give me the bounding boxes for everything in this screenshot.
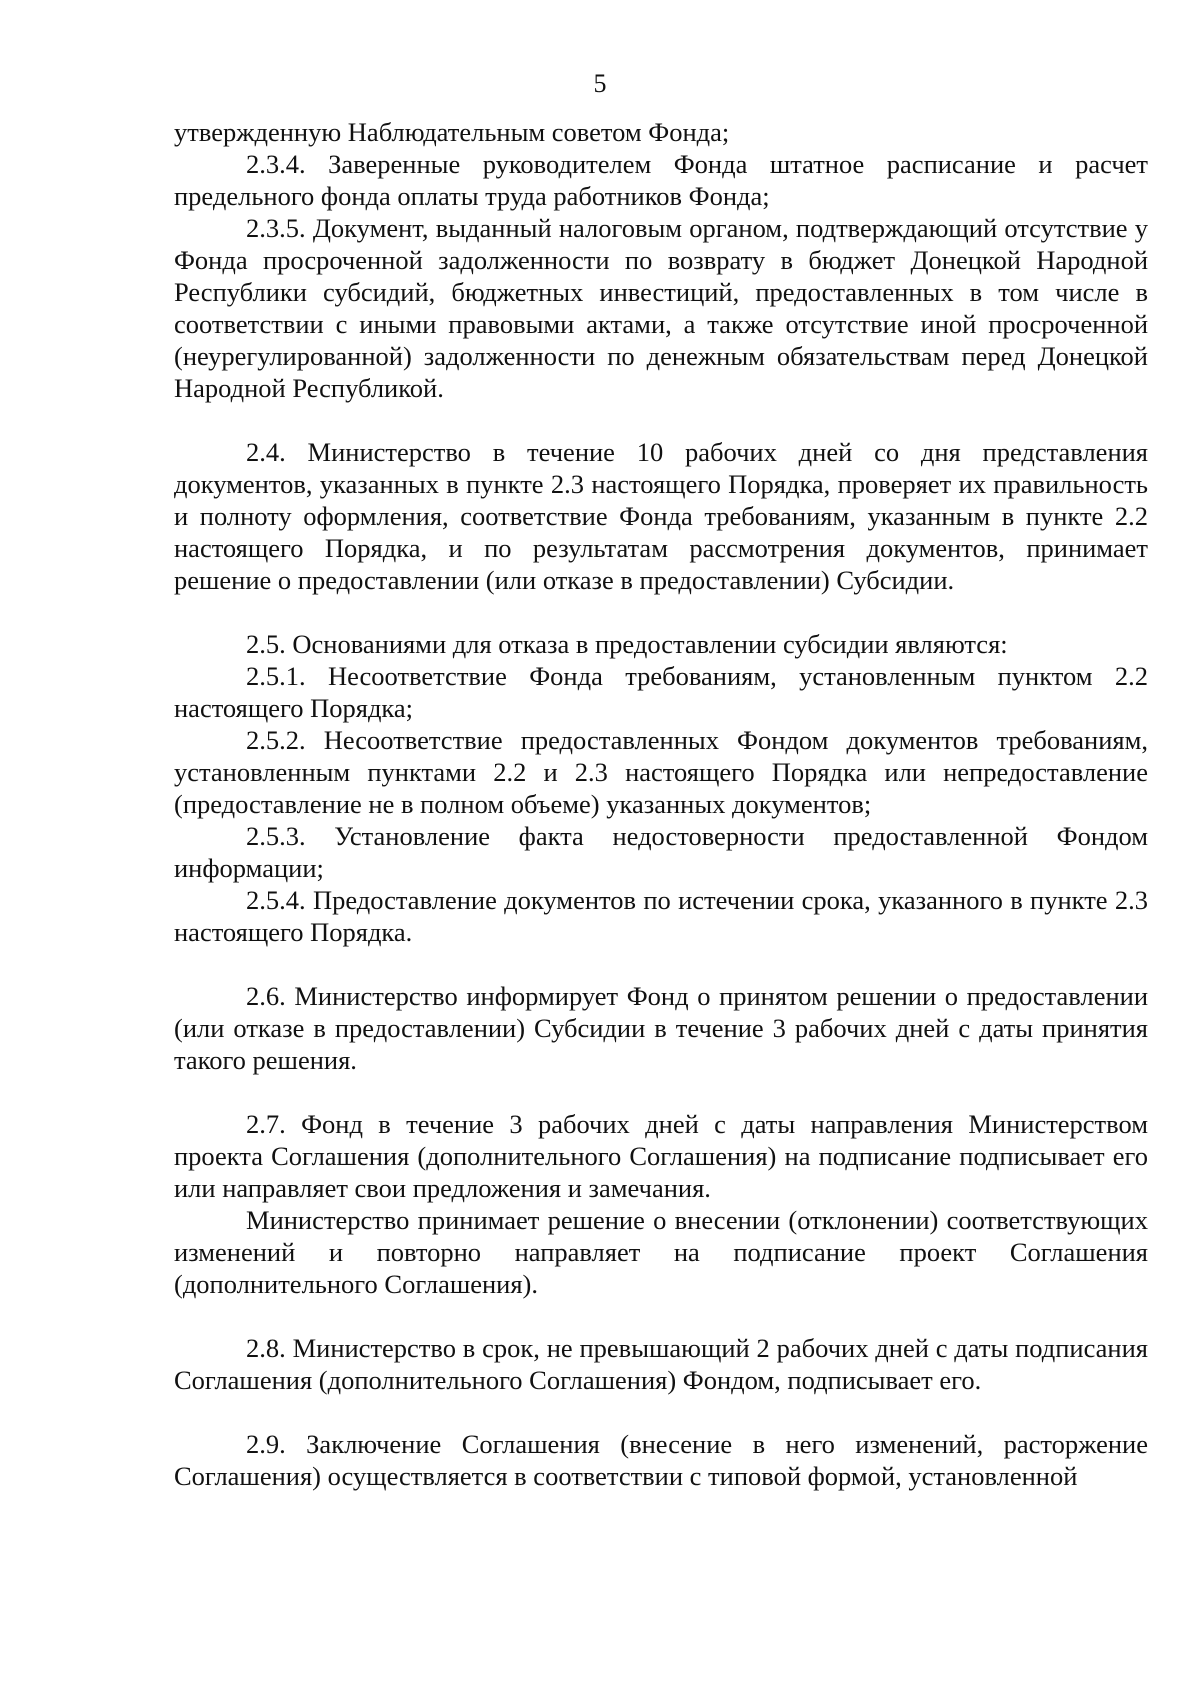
paragraph: 2.6. Министерство информирует Фонд о принятом решении о предоставлении (или отказе в предоставлении) Субсидии в течение 3 рабочих дней с даты принятия такого решения. xyxy=(174,981,1148,1075)
paragraph: 2.8. Министерство в срок, не превышающий 2 рабочих дней с даты подписания Соглашения (дополнительного Соглашения) Фондом, подписывает его. xyxy=(174,1333,1148,1395)
paragraph: 2.5.3. Установление факта недостоверности предоставленной Фондом информации; xyxy=(174,821,1148,883)
paragraph: 2.5.4. Предоставление документов по истечении срока, указанного в пункте 2.3 настоящего Порядка. xyxy=(174,885,1148,947)
paragraph: 2.3.5. Документ, выданный налоговым органом, подтверждающий отсутствие у Фонда просроченной задолженности по возврату в бюджет Донецкой Народной Республики субсидий, бюджетных инвестиций, предоставленных в том числе в соответствии с иными правовыми актами, а также отсутствие иной просроченной (неурегулированной) задолженности по денежным обязательствам перед Донецкой Народной Республикой. xyxy=(174,213,1148,403)
paragraph: утвержденную Наблюдательным советом Фонда; xyxy=(174,117,730,147)
paragraph: 2.3.4. Заверенные руководителем Фонда штатное расписание и расчет предельного фонда оплаты труда работников Фонда; xyxy=(174,149,1148,211)
paragraph: 2.5.1. Несоответствие Фонда требованиям, установленным пунктом 2.2 настоящего Порядка; xyxy=(174,661,1148,723)
paragraph: 2.9. Заключение Соглашения (внесение в него изменений, расторжение Соглашения) осуществляется в соответствии с типовой формой, установленной xyxy=(174,1429,1148,1491)
document-body xyxy=(174,116,1148,1492)
paragraph: 2.5.2. Несоответствие предоставленных Фондом документов требованиям, установленным пунктами 2.2 и 2.3 настоящего Порядка или непредоставление (предоставление не в полном объеме) указанных документов; xyxy=(174,725,1148,819)
page-number: 5 xyxy=(593,69,607,98)
paragraph: 2.5. Основаниями для отказа в предоставлении субсидии являются: xyxy=(246,629,1008,659)
paragraph: 2.7. Фонд в течение 3 рабочих дней с даты направления Министерством проекта Соглашения (дополнительного Соглашения) на подписание подписывает его или направляет свои предложения и замечания. xyxy=(174,1109,1148,1203)
paragraph: 2.4. Министерство в течение 10 рабочих дней со дня представления документов, указанных в пункте 2.3 настоящего Порядка, проверяет их правильность и полноту оформления, соответствие Фонда требованиям, указанным в пункте 2.2 настоящего Порядка, и по результатам рассмотрения документов, принимает решение о предоставлении (или отказе в предоставлении) Субсидии. xyxy=(174,437,1148,595)
paragraph: Министерство принимает решение о внесении (отклонении) соответствующих изменений и повторно направляет на подписание проект Соглашения (дополнительного Соглашения). xyxy=(174,1205,1148,1299)
